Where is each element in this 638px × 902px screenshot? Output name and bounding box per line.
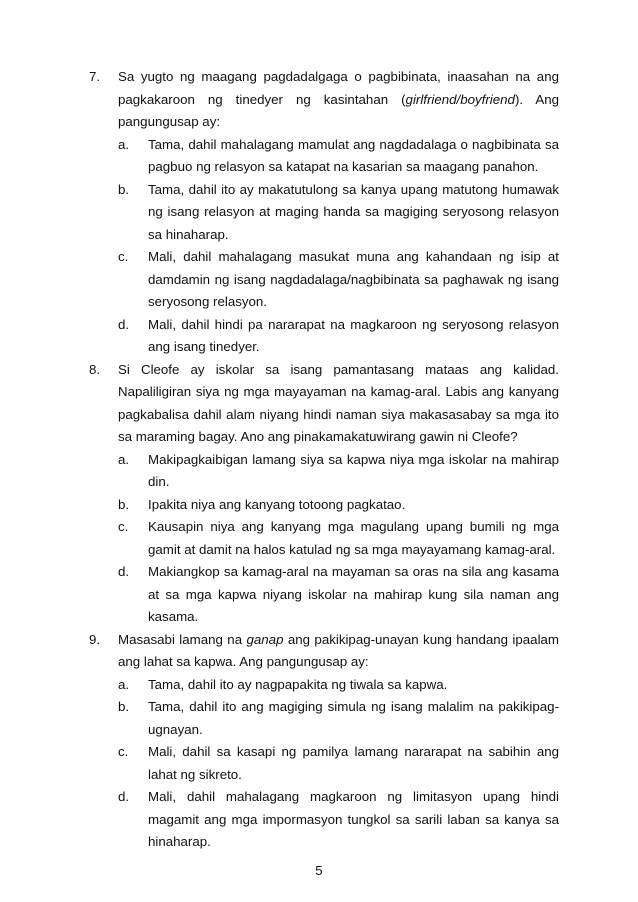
option-c [118,246,559,314]
option-text: Mali, dahil mahalagang magkaroon ng limitasyon upang hindi magamit ang mga impormasyon tungkol sa sarili laban sa kanya sa hinaharap. [148,789,559,849]
options-list [118,134,559,359]
option-a [118,674,559,697]
option-c [118,741,559,786]
option-text: Ipakita niya ang kanyang totoong pagkatao. [148,496,406,512]
option-letter: b. [118,181,130,197]
option-letter: a. [118,136,130,152]
question-stem [118,66,559,134]
option-b [118,696,559,741]
option-b [118,179,559,247]
options-list [118,449,559,629]
option-letter: b. [118,699,130,714]
stem-text: ). Ang pangungusap ay: [118,91,559,129]
option-letter: c. [118,519,129,534]
option-letter: a. [118,676,130,692]
option-c [118,516,559,561]
option-letter: d. [118,316,130,332]
option-letter: d. [118,564,130,579]
option-text: Kausapin niya ang kanyang mga magulang upang bumili ng mga gamit at damit na halos katulad ng sa mga mayayamang kamag-aral. [148,519,559,557]
option-text: Tama, dahil ito ay makatutulong sa kanya upang matutong humawak ng isang relasyon at maging handa sa magiging seryosong relasyon sa hinaharap. [148,181,559,242]
option-d [118,314,559,359]
option-d [118,786,559,854]
stem-italic-text: ganap [246,631,284,647]
option-d [118,561,559,629]
option-letter: c. [118,744,129,759]
question-stem: Si Cleofe ay iskolar sa isang pamantasang mataas ang kalidad. Napaliligiran siya ng mga mayayaman na kamag-aral. Labis ang kanyang pagkabalisa dahil alam niyang hindi naman siya makasasabay sa mga ito sa maraming bagay. Ano ang pinakamakatuwirang gawin ni Cleofe? [118,361,559,444]
stem-text: Sa yugto ng maagang pagdadalgaga o pagbibinata, inaasahan na ang pagkakaroon ng tinedyer ng kasintahan ( [118,69,559,107]
option-letter: b. [118,496,130,512]
option-text: Mali, dahil mahalagang masukat muna ang kahandaan ng isip at damdamin ng isang nagdadalaga/nagbibinata sa paghawak ng isang seryosong relasyon. [148,249,559,309]
stem-text: Masasabi lamang na [118,631,247,647]
question-number: 8. [89,361,101,377]
option-letter: d. [118,789,130,804]
page-number: 5 [315,863,323,878]
option-text: Tama, dahil mahalagang mamulat ang nagdadalaga o nagbibinata sa pagbuo ng relasyon sa katapat na kasarian sa maagang panahon. [148,136,559,174]
stem-text: ang pakikipag-unayan kung handang ipaalam ang lahat sa kapwa. Ang pangungusap ay: [118,631,559,669]
question-number: 7. [89,69,101,84]
option-text: Mali, dahil sa kasapi ng pamilya lamang nararapat na sabihin ang lahat ng sikreto. [148,744,559,782]
question-number: 9. [89,631,101,647]
option-text: Tama, dahil ito ang magiging simula ng isang malalim na pakikipag-ugnayan. [148,699,559,737]
options-list [118,674,559,854]
option-letter: c. [118,249,129,264]
option-text: Makiangkop sa kamag-aral na mayaman sa oras na sila ang kasama at sa mga kapwa niyang iskolar na mahirap kung sila naman ang kasama. [148,564,559,624]
question-7 [89,66,559,359]
option-text: Makipagkaibigan lamang siya sa kapwa niya mga iskolar na mahirap din. [148,451,559,489]
question-stem [118,629,559,674]
option-text: Tama, dahil ito ay nagpapakita ng tiwala sa kapwa. [148,676,448,692]
option-b [118,494,559,517]
stem-italic-text: girlfriend/boyfriend [405,91,515,107]
option-text: Mali, dahil hindi pa nararapat na magkaroon ng seryosong relasyon ang isang tinedyer. [148,316,559,354]
question-9 [89,629,559,854]
quiz-content [89,66,559,854]
option-a [118,449,559,494]
option-a [118,134,559,179]
option-letter: a. [118,451,130,467]
question-8 [89,359,559,629]
